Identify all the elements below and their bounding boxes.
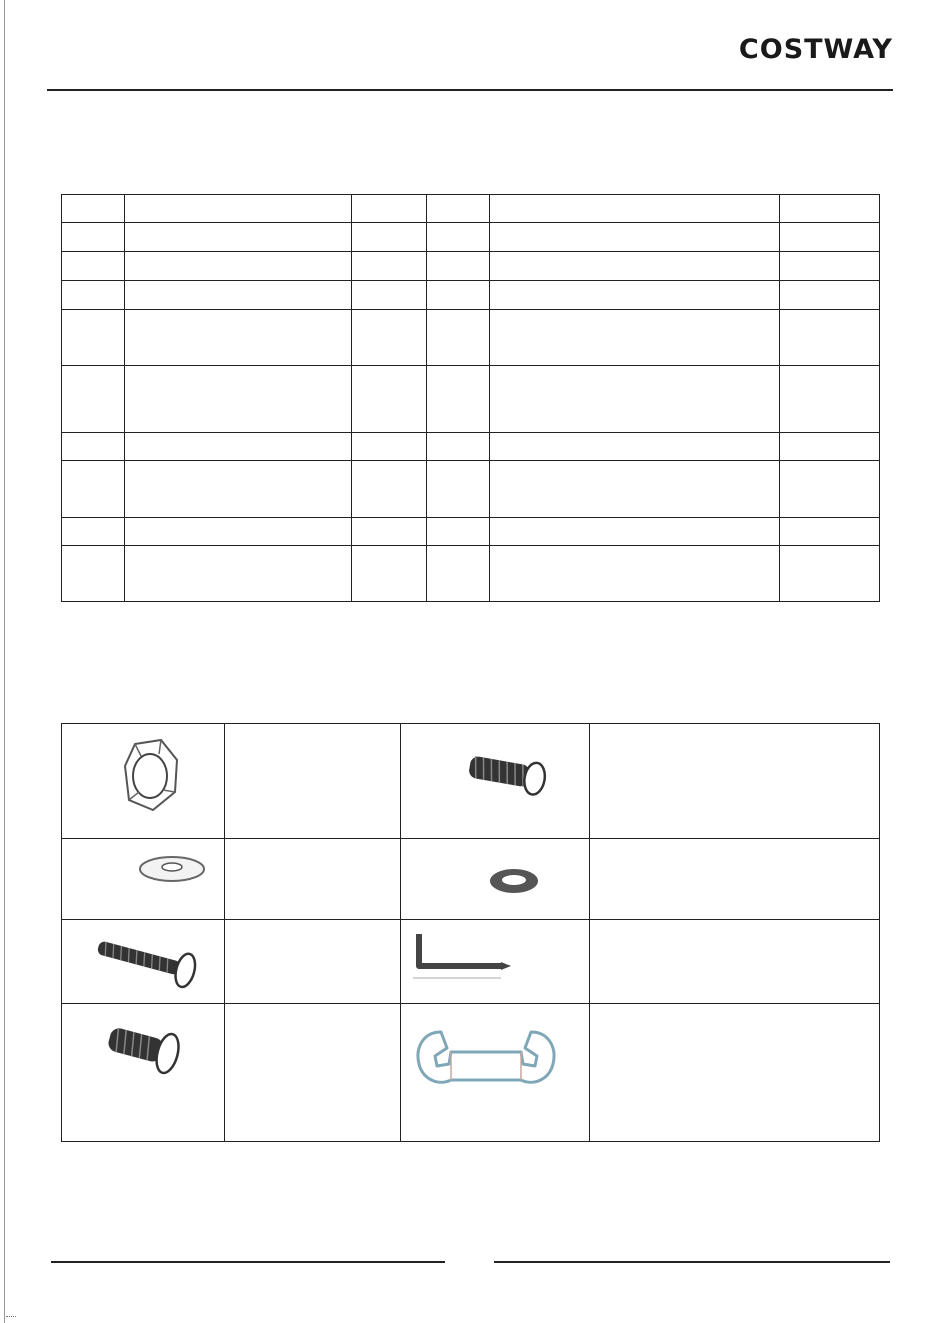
table-cell (125, 518, 352, 546)
table-cell (352, 518, 427, 546)
hardware-image-cell (401, 920, 590, 1004)
flat-washer-icon (479, 861, 549, 901)
hardware-list-table (61, 723, 880, 1142)
table-cell (62, 433, 125, 461)
hardware-image-cell (62, 1004, 225, 1142)
table-cell (427, 281, 490, 310)
table-row (62, 920, 880, 1004)
table-row (62, 839, 880, 920)
table-cell (125, 546, 352, 602)
table-cell (352, 433, 427, 461)
table-cell (125, 366, 352, 433)
table-cell (62, 461, 125, 518)
table-cell (62, 281, 125, 310)
table-cell (352, 252, 427, 281)
table-cell (352, 281, 427, 310)
table-cell (62, 223, 125, 252)
table-cell (62, 518, 125, 546)
table-row (62, 310, 880, 366)
table-row (62, 252, 880, 281)
table-row (62, 1004, 880, 1142)
table-cell (490, 223, 780, 252)
table-cell (490, 433, 780, 461)
table-row (62, 546, 880, 602)
table-cell (62, 366, 125, 433)
table-cell (490, 195, 780, 223)
hardware-desc-cell (590, 1004, 880, 1142)
table-cell (352, 366, 427, 433)
hardware-image-cell (62, 920, 225, 1004)
table-row (62, 223, 880, 252)
button-bolt-icon (102, 1014, 192, 1084)
hardware-desc-cell (590, 724, 880, 839)
table-cell (125, 433, 352, 461)
long-bolt-icon (90, 928, 210, 998)
hardware-desc-cell (590, 839, 880, 920)
table-cell (780, 281, 880, 310)
table-cell (427, 546, 490, 602)
table-cell (125, 461, 352, 518)
curved-washer-icon (132, 849, 212, 889)
table-cell (62, 310, 125, 366)
hardware-image-cell (401, 839, 590, 920)
table-cell (490, 518, 780, 546)
table-row (62, 724, 880, 839)
footer-divider-left (51, 1261, 445, 1263)
hardware-desc-cell (225, 920, 401, 1004)
hardware-desc-cell (590, 920, 880, 1004)
table-cell (780, 461, 880, 518)
hardware-image-cell (401, 1004, 590, 1142)
table-cell (62, 195, 125, 223)
table-cell (490, 546, 780, 602)
table-cell (352, 461, 427, 518)
table-cell (427, 433, 490, 461)
hardware-desc-cell (225, 724, 401, 839)
hardware-image-cell (401, 724, 590, 839)
table-cell (62, 546, 125, 602)
table-cell (352, 310, 427, 366)
table-cell (490, 252, 780, 281)
table-cell (490, 461, 780, 518)
table-row (62, 281, 880, 310)
scan-corner-mark (6, 1316, 16, 1319)
hardware-desc-cell (225, 1004, 401, 1142)
hardware-image-cell (62, 839, 225, 920)
table-cell (780, 433, 880, 461)
table-cell (62, 252, 125, 281)
short-bolt-icon (463, 744, 553, 804)
header-divider (47, 89, 893, 91)
table-cell (125, 223, 352, 252)
table-cell (780, 546, 880, 602)
table-cell (125, 310, 352, 366)
table-cell (427, 518, 490, 546)
table-row (62, 366, 880, 433)
table-row (62, 518, 880, 546)
hardware-image-cell (62, 724, 225, 839)
table-cell (427, 195, 490, 223)
table-cell (780, 223, 880, 252)
table-cell (780, 310, 880, 366)
hardware-desc-cell (225, 839, 401, 920)
allen-key-icon (411, 926, 521, 986)
table-cell (780, 518, 880, 546)
table-cell (427, 252, 490, 281)
table-row (62, 195, 880, 223)
table-row (62, 461, 880, 518)
table-cell (427, 310, 490, 366)
table-cell (427, 223, 490, 252)
table-cell (125, 281, 352, 310)
table-cell (780, 195, 880, 223)
table-cell (352, 546, 427, 602)
wrench-icon (411, 1014, 561, 1114)
footer-divider-right (494, 1261, 890, 1263)
table-cell (427, 366, 490, 433)
page-edge-line (4, 0, 5, 1323)
table-cell (427, 461, 490, 518)
table-cell (490, 310, 780, 366)
table-cell (352, 223, 427, 252)
parts-list-table (61, 194, 880, 602)
table-cell (125, 195, 352, 223)
table-cell (490, 281, 780, 310)
table-cell (352, 195, 427, 223)
table-cell (490, 366, 780, 433)
table-row (62, 433, 880, 461)
table-cell (780, 252, 880, 281)
nut-icon (117, 736, 187, 816)
table-cell (780, 366, 880, 433)
brand-logo: COSTWAY (738, 34, 893, 65)
table-cell (125, 252, 352, 281)
